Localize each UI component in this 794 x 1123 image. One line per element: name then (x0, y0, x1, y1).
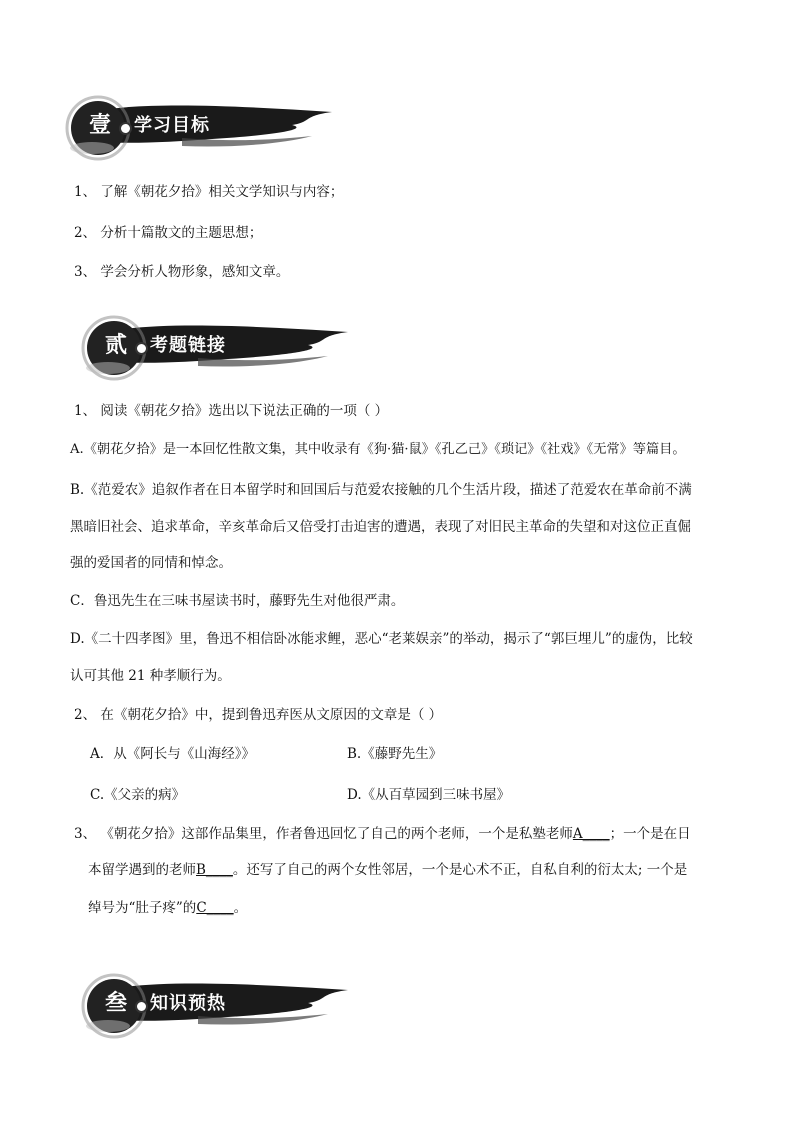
objective-item: 1、 了解《朝花夕拾》相关文学知识与内容； (74, 184, 344, 200)
objective-item: 2、 分析十篇散文的主题思想； (74, 225, 263, 241)
question-text: 。 (233, 900, 248, 916)
fill-blank-b: B____ (196, 862, 233, 878)
section-number: 贰 (104, 332, 127, 358)
option-c: C．鲁迅先生在三味书屋读书时，藤野先生对他很严肃。 (70, 593, 405, 609)
option-d: D.《从百草园到三味书屋》 (347, 787, 511, 803)
section-number: 壹 (88, 112, 111, 138)
bullet-dot-icon (135, 342, 148, 355)
section-title: 知识预热 (150, 993, 226, 1014)
question-stem: 1、 阅读《朝花夕拾》选出以下说法正确的一项（ ） (74, 403, 389, 419)
question-line (88, 861, 687, 879)
option-d: D.《二十四孝图》里，鲁迅不相信卧冰能求鲤，恶心“老莱娱亲”的举动，揭示了“郭巨埋儿”的虚伪，比较 (70, 631, 693, 647)
section-banner-3 (78, 970, 358, 1040)
fill-blank-a: A____ (572, 826, 610, 842)
objective-item: 3、 学会分析人物形象，感知文章。 (74, 264, 290, 280)
section-title: 考题链接 (150, 335, 226, 356)
option-b-cont: 强的爱国者的同情和悼念。 (70, 555, 232, 571)
option-b: B.《范爱农》追叙作者在日本留学时和回国后与范爱农接触的几个生活片段，描述了范爱农在革命前不满 (70, 482, 692, 498)
question-text: 。还写了自己的两个女性邻居，一个是心术不正，自私自利的衍太太; 一个是 (232, 862, 688, 878)
section-title: 学习目标 (134, 115, 210, 136)
question-line (88, 899, 247, 917)
section-number: 叁 (104, 990, 127, 1016)
option-a: A.《朝花夕拾》是一本回忆性散文集，其中收录有《狗·猫·鼠》《孔乙己》《琐记》《社戏》《无常》等篇目。 (70, 442, 686, 457)
bullet-dot-icon (119, 122, 132, 135)
section-banner-2 (78, 312, 358, 382)
question-stem: 2、 在《朝花夕拾》中，提到鲁迅弃医从文原因的文章是（ ） (74, 707, 443, 723)
question-text: 绰号为“肚子疼”的 (88, 900, 197, 916)
question-line (74, 825, 691, 843)
option-b: B.《藤野先生》 (347, 746, 443, 762)
option-a: A．从《阿长与《山海经》》 (90, 746, 255, 762)
option-c: C.《父亲的病》 (90, 787, 186, 803)
question-text: 3、 《朝花夕拾》这部作品集里，作者鲁迅回忆了自己的两个老师，一个是私塾老师 (74, 826, 573, 842)
question-text: ；一个是在日 (609, 826, 691, 842)
fill-blank-c: C____ (196, 900, 234, 916)
section-banner-1 (62, 92, 342, 162)
question-text: 本留学遇到的老师 (88, 862, 196, 878)
option-d-cont: 认可其他 21 种孝顺行为。 (70, 668, 231, 684)
bullet-dot-icon (135, 1000, 148, 1013)
option-b-cont: 黑暗旧社会、追求革命，辛亥革命后又倍受打击迫害的遭遇，表现了对旧民主革命的失望和对这位正直倔 (70, 519, 691, 535)
